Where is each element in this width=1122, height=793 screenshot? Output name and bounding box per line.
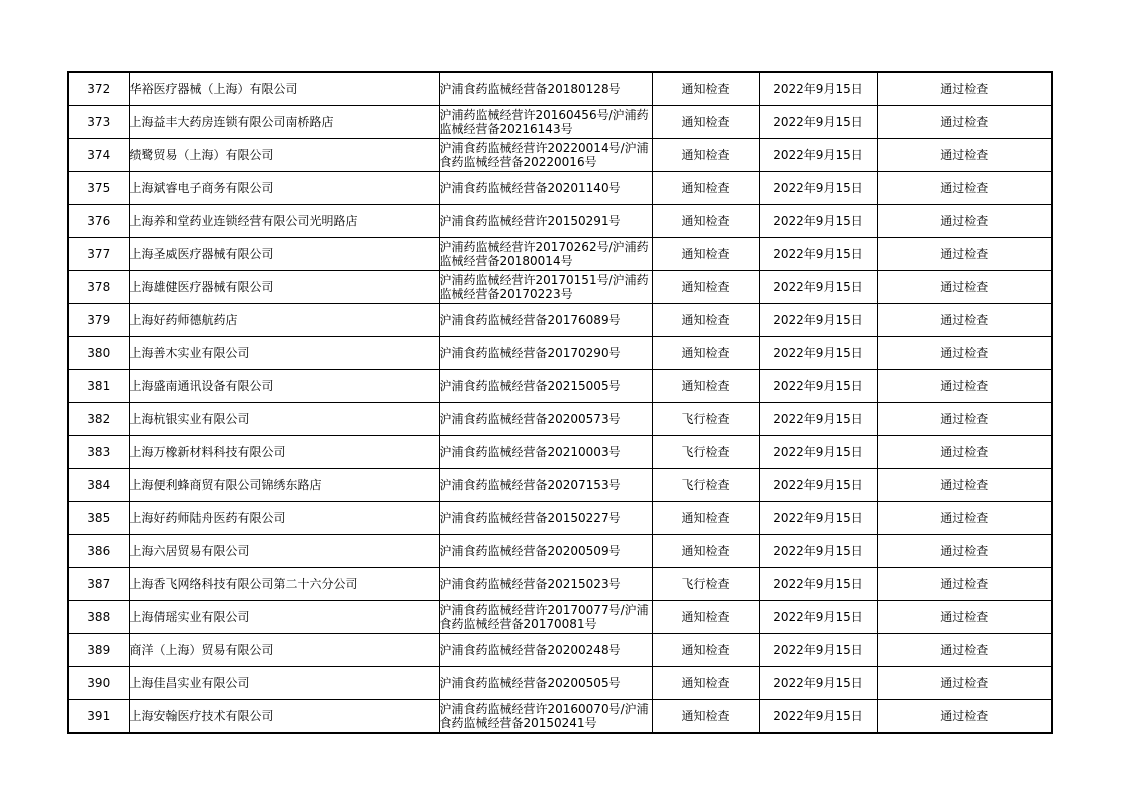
- license-number: 沪浦食药监械经营备20215005号: [439, 370, 652, 403]
- inspection-type: 通知检查: [652, 535, 759, 568]
- inspection-type: 通知检查: [652, 601, 759, 634]
- row-number: 387: [68, 568, 129, 601]
- license-number: 沪浦食药监械经营许20150291号: [439, 205, 652, 238]
- row-number: 372: [68, 72, 129, 106]
- inspection-type: 通知检查: [652, 700, 759, 734]
- license-number: 沪浦食药监械经营备20170290号: [439, 337, 652, 370]
- table-row: [68, 172, 1052, 205]
- table-row: [68, 72, 1052, 106]
- inspection-result: 通过检查: [877, 403, 1052, 436]
- inspection-result: 通过检查: [877, 106, 1052, 139]
- inspection-result: 通过检查: [877, 205, 1052, 238]
- inspection-date: 2022年9月15日: [759, 172, 877, 205]
- inspection-type: 通知检查: [652, 172, 759, 205]
- inspection-result: 通过检查: [877, 238, 1052, 271]
- company-name: 商洋（上海）贸易有限公司: [129, 634, 439, 667]
- license-number: 沪浦食药监械经营备20201140号: [439, 172, 652, 205]
- inspection-result: 通过检查: [877, 700, 1052, 734]
- license-number: 沪浦食药监械经营许20170077号/沪浦食药监械经营备20170081号: [439, 601, 652, 634]
- inspection-type: 通知检查: [652, 667, 759, 700]
- inspection-result: 通过检查: [877, 634, 1052, 667]
- inspection-date: 2022年9月15日: [759, 106, 877, 139]
- table-row: [68, 139, 1052, 172]
- company-name: 上海善木实业有限公司: [129, 337, 439, 370]
- row-number: 391: [68, 700, 129, 734]
- company-name: 上海盛南通讯设备有限公司: [129, 370, 439, 403]
- inspection-date: 2022年9月15日: [759, 436, 877, 469]
- inspection-type: 通知检查: [652, 238, 759, 271]
- inspection-date: 2022年9月15日: [759, 667, 877, 700]
- row-number: 389: [68, 634, 129, 667]
- inspection-type: 通知检查: [652, 634, 759, 667]
- company-name: 上海便利蜂商贸有限公司锦绣东路店: [129, 469, 439, 502]
- inspection-type: 飞行检查: [652, 469, 759, 502]
- row-number: 388: [68, 601, 129, 634]
- inspection-result: 通过检查: [877, 370, 1052, 403]
- row-number: 378: [68, 271, 129, 304]
- inspection-type: 通知检查: [652, 205, 759, 238]
- company-name: 上海六居贸易有限公司: [129, 535, 439, 568]
- inspection-result: 通过检查: [877, 667, 1052, 700]
- company-name: 上海益丰大药房连锁有限公司南桥路店: [129, 106, 439, 139]
- row-number: 379: [68, 304, 129, 337]
- license-number: 沪浦食药监械经营备20176089号: [439, 304, 652, 337]
- license-number: 沪浦食药监械经营备20200573号: [439, 403, 652, 436]
- inspection-type: 飞行检查: [652, 403, 759, 436]
- inspection-type: 通知检查: [652, 72, 759, 106]
- company-name: 上海杭银实业有限公司: [129, 403, 439, 436]
- table-row: [68, 205, 1052, 238]
- company-name: 上海养和堂药业连锁经营有限公司光明路店: [129, 205, 439, 238]
- table-row: [68, 535, 1052, 568]
- table-row: [68, 337, 1052, 370]
- company-name: 上海倩瑶实业有限公司: [129, 601, 439, 634]
- table-row: [68, 568, 1052, 601]
- company-name: 上海雄健医疗器械有限公司: [129, 271, 439, 304]
- inspection-date: 2022年9月15日: [759, 700, 877, 734]
- inspection-type: 通知检查: [652, 139, 759, 172]
- license-number: 沪浦食药监械经营备20200248号: [439, 634, 652, 667]
- inspection-result: 通过检查: [877, 436, 1052, 469]
- inspection-date: 2022年9月15日: [759, 304, 877, 337]
- table-row: [68, 436, 1052, 469]
- license-number: 沪浦食药监械经营备20215023号: [439, 568, 652, 601]
- inspection-date: 2022年9月15日: [759, 502, 877, 535]
- company-name: 上海好药师陆舟医药有限公司: [129, 502, 439, 535]
- table-row: [68, 370, 1052, 403]
- inspection-date: 2022年9月15日: [759, 205, 877, 238]
- row-number: 375: [68, 172, 129, 205]
- row-number: 374: [68, 139, 129, 172]
- inspection-date: 2022年9月15日: [759, 72, 877, 106]
- license-number: 沪浦食药监械经营备20207153号: [439, 469, 652, 502]
- inspection-type: 飞行检查: [652, 436, 759, 469]
- license-number: 沪浦药监械经营许20170262号/沪浦药监械经营备20180014号: [439, 238, 652, 271]
- row-number: 381: [68, 370, 129, 403]
- company-name: 上海圣威医疗器械有限公司: [129, 238, 439, 271]
- inspection-type: 通知检查: [652, 304, 759, 337]
- inspection-type: 通知检查: [652, 106, 759, 139]
- inspection-result: 通过检查: [877, 502, 1052, 535]
- license-number: 沪浦食药监械经营备20200509号: [439, 535, 652, 568]
- inspection-result: 通过检查: [877, 72, 1052, 106]
- inspection-result: 通过检查: [877, 172, 1052, 205]
- license-number: 沪浦食药监械经营备20210003号: [439, 436, 652, 469]
- inspection-date: 2022年9月15日: [759, 601, 877, 634]
- company-name: 上海斌睿电子商务有限公司: [129, 172, 439, 205]
- inspection-type: 通知检查: [652, 337, 759, 370]
- license-number: 沪浦食药监械经营备20180128号: [439, 72, 652, 106]
- table-row: [68, 601, 1052, 634]
- inspection-date: 2022年9月15日: [759, 238, 877, 271]
- table-row: [68, 271, 1052, 304]
- inspection-table-body: [68, 72, 1052, 733]
- row-number: 377: [68, 238, 129, 271]
- company-name: 华裕医疗器械（上海）有限公司: [129, 72, 439, 106]
- table-row: [68, 502, 1052, 535]
- row-number: 383: [68, 436, 129, 469]
- inspection-date: 2022年9月15日: [759, 370, 877, 403]
- row-number: 373: [68, 106, 129, 139]
- table-row: [68, 700, 1052, 734]
- row-number: 376: [68, 205, 129, 238]
- license-number: 沪浦药监械经营许20160456号/沪浦药监械经营备20216143号: [439, 106, 652, 139]
- license-number: 沪浦药监械经营许20170151号/沪浦药监械经营备20170223号: [439, 271, 652, 304]
- inspection-result: 通过检查: [877, 304, 1052, 337]
- inspection-result: 通过检查: [877, 469, 1052, 502]
- row-number: 380: [68, 337, 129, 370]
- company-name: 上海佳昌实业有限公司: [129, 667, 439, 700]
- inspection-result: 通过检查: [877, 535, 1052, 568]
- license-number: 沪浦食药监械经营许20160070号/沪浦食药监械经营备20150241号: [439, 700, 652, 734]
- license-number: 沪浦食药监械经营许20220014号/沪浦食药监械经营备20220016号: [439, 139, 652, 172]
- inspection-date: 2022年9月15日: [759, 403, 877, 436]
- inspection-table: [67, 71, 1053, 734]
- row-number: 382: [68, 403, 129, 436]
- license-number: 沪浦食药监械经营备20200505号: [439, 667, 652, 700]
- inspection-result: 通过检查: [877, 271, 1052, 304]
- table-row: [68, 106, 1052, 139]
- table-row: [68, 238, 1052, 271]
- table-row: [68, 469, 1052, 502]
- inspection-result: 通过检查: [877, 601, 1052, 634]
- company-name: 上海万橡新材料科技有限公司: [129, 436, 439, 469]
- company-name: 上海好药师德航药店: [129, 304, 439, 337]
- inspection-type: 飞行检查: [652, 568, 759, 601]
- table-row: [68, 304, 1052, 337]
- inspection-date: 2022年9月15日: [759, 535, 877, 568]
- inspection-date: 2022年9月15日: [759, 634, 877, 667]
- inspection-type: 通知检查: [652, 502, 759, 535]
- inspection-date: 2022年9月15日: [759, 337, 877, 370]
- company-name: 上海安翰医疗技术有限公司: [129, 700, 439, 734]
- inspection-date: 2022年9月15日: [759, 271, 877, 304]
- inspection-date: 2022年9月15日: [759, 469, 877, 502]
- inspection-date: 2022年9月15日: [759, 139, 877, 172]
- inspection-result: 通过检查: [877, 337, 1052, 370]
- table-row: [68, 403, 1052, 436]
- inspection-result: 通过检查: [877, 568, 1052, 601]
- row-number: 384: [68, 469, 129, 502]
- inspection-result: 通过检查: [877, 139, 1052, 172]
- table-row: [68, 667, 1052, 700]
- inspection-type: 通知检查: [652, 370, 759, 403]
- company-name: 绩鹭贸易（上海）有限公司: [129, 139, 439, 172]
- inspection-date: 2022年9月15日: [759, 568, 877, 601]
- company-name: 上海香飞网络科技有限公司第二十六分公司: [129, 568, 439, 601]
- row-number: 385: [68, 502, 129, 535]
- row-number: 390: [68, 667, 129, 700]
- inspection-type: 通知检查: [652, 271, 759, 304]
- row-number: 386: [68, 535, 129, 568]
- table-row: [68, 634, 1052, 667]
- license-number: 沪浦食药监械经营备20150227号: [439, 502, 652, 535]
- inspection-table-container: [67, 71, 1051, 734]
